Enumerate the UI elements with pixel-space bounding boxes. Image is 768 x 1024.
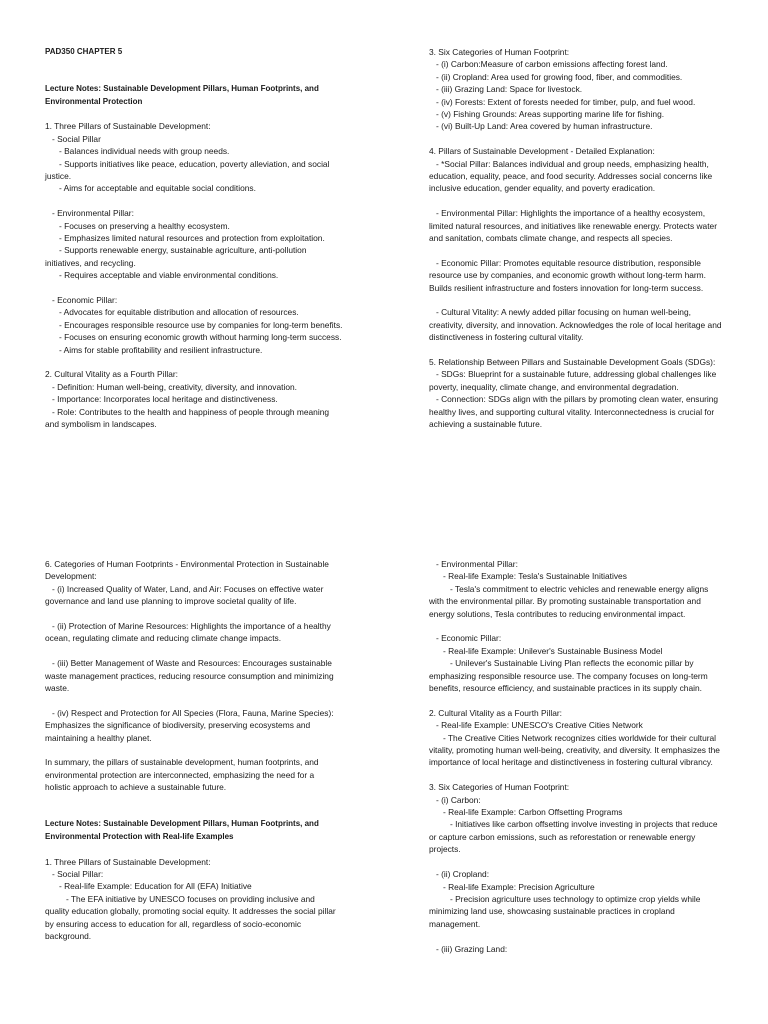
text-line: - Tesla's commitment to electric vehicles and renewable energy aligns with the environmental pillar. By promoting sustainable transportation and energy solutions, Tesla contributes to reducing environmental impact. [429,583,711,619]
lecture-title: Lecture Notes: Sustainable Development Pillars, Human Footprints, and Environmental Protection with Real-life Examples [45,819,322,841]
text-line: - Importance: Incorporates local heritage and distinctiveness. [45,394,278,405]
text-line: - Precision agriculture uses technology to optimize crop yields while minimizing land use, showcasing sustainable practices in cropland management. [429,893,703,929]
blank-line [45,744,341,756]
body-text [45,558,341,818]
text-line: - The Creative Cities Network recognizes cities worldwide for their cultural vitality, promoting human well-being, creativity, and diversity. It emphasizes the importance of local heritage and distinctiveness in fostering cultural vibrancy. [429,732,723,768]
text-line: 3. Six Categories of Human Footprint: [429,47,570,57]
spacer [45,843,341,855]
blank-line [429,620,725,632]
blank-line [429,694,725,706]
text-line: - Real-life Example: Unilever's Sustainable Business Model [429,645,663,656]
spacer [45,71,345,83]
blank-line [429,294,725,306]
text-line: - Aims for stable profitability and resilient infrastructure. [45,344,263,355]
text-line: - Environmental Pillar: [429,559,518,569]
blank-line [45,694,341,706]
blank-line [45,608,341,620]
text-line: - Focuses on preserving a healthy ecosystem. [45,220,230,231]
text-line: 1. Three Pillars of Sustainable Development: [45,121,211,132]
text-line: - Unilever's Sustainable Living Plan reflects the economic pillar by emphasizing responsible resource use. The company focuses on long-term benefits, resource efficiency, and sustainable practices in its supply chain. [429,658,711,694]
text-line: - (ii) Cropland: Area used for growing food, fiber, and commodities. [429,71,683,82]
spacer [45,108,345,120]
text-line: - Role: Contributes to the health and happiness of people through meaning and symbolism in landscapes. [45,406,332,430]
text-line: - Aims for acceptable and equitable social conditions. [45,183,256,194]
text-line: - Real-life Example: Precision Agriculture [429,881,595,892]
blank-line [45,356,345,368]
text-line: - (iii) Grazing Land: [429,943,508,954]
text-line: - (ii) Cropland: [429,869,490,880]
blank-line [429,769,725,781]
text-line: - Economic Pillar: Promotes equitable resource distribution, responsible resource use by companies, and economic growth without long-term harm. Builds resilient infrastructure and fosters innovation for long-term success. [429,257,709,293]
text-line: - Economic Pillar: [45,295,118,306]
blank-line [429,344,725,356]
text-line: - Cultural Vitality: A newly added pillar focusing on human well-being, creativity, diversity, and innovation. Acknowledges the role of local heritage and distinctiveness in fostering cultural vitality. [429,307,724,343]
blank-line [45,794,341,806]
text-line: - Environmental Pillar: Highlights the importance of a healthy ecosystem, limited natural resources, and initiatives like renewable energy. Protects water and sanitation, combats climate change, and respects all species. [429,208,720,244]
blank-line [429,195,725,207]
text-line: - (iii) Grazing Land: Space for livestock. [429,84,583,95]
blank-line [429,856,725,868]
text-line: - Supports initiatives like peace, education, poverty alleviation, and social justice. [45,158,332,182]
text-line: 6. Categories of Human Footprints - Environmental Protection in Sustainable Development: [45,559,332,582]
document-header: PAD350 CHAPTER 5 [45,47,123,56]
blank-line [429,133,725,145]
text-line: - Environmental Pillar: [45,208,134,219]
text-line: - Supports renewable energy, sustainable agriculture, anti-pollution initiatives, and recycling. [45,245,309,268]
page-4 [429,558,725,955]
text-line: - Real-life Example: Education for All (EFA) Initiative [45,881,252,892]
text-line: 3. Six Categories of Human Footprint: [429,782,570,793]
text-line: - Advocates for equitable distribution and allocation of resources. [45,307,299,318]
text-line: - Focuses on ensuring economic growth without harming long-term success. [45,332,342,343]
text-line: 1. Three Pillars of Sustainable Development: [45,856,211,867]
text-line: - (iv) Respect and Protection for All Species (Flora, Fauna, Marine Species): Emphasizes the significance of biodiversity, preserving ecosystems and maintaining a healthy planet. [45,707,336,743]
text-line: - Real-life Example: UNESCO's Creative Cities Network [429,720,643,731]
body-text [45,120,345,430]
text-line: - Encourages responsible resource use by companies for long-term benefits. [45,319,343,330]
text-line: 5. Relationship Between Pillars and Sustainable Development Goals (SDGs): [429,357,716,368]
text-line: - Requires acceptable and viable environmental conditions. [45,270,279,281]
text-line: - (iv) Forests: Extent of forests needed for timber, pulp, and fuel wood. [429,96,696,107]
text-line: - Social Pillar: [45,869,104,880]
blank-line [45,195,345,207]
text-line: - Balances individual needs with group needs. [45,146,230,157]
text-line: - (i) Increased Quality of Water, Land, and Air: Focuses on effective water governance and land use planning to improve societal quality of life. [45,583,326,607]
text-line: - (iii) Better Management of Waste and Resources: Encourages sustainable waste management practices, reducing resource consumption and minimizing waste. [45,658,336,694]
text-line: - *Social Pillar: Balances individual and group needs, emphasizing health, education, equality, peace, and food security. Addresses social concerns like inclusive education, gender equality, and poverty eradication. [429,158,715,194]
text-line: - (vi) Built-Up Land: Area covered by human infrastructure. [429,121,653,132]
spacer [45,58,345,70]
text-line: 2. Cultural Vitality as a Fourth Pillar: [45,369,178,380]
blank-line [429,244,725,256]
body-text [45,856,341,943]
blank-line [429,930,725,942]
body-text [429,558,725,955]
text-line: 4. Pillars of Sustainable Development - Detailed Explanation: [429,146,655,157]
blank-line [45,645,341,657]
text-line: In summary, the pillars of sustainable development, human footprints, and environmental protection are interconnected, emphasizing the need for a holistic approach to achieve a sustainable future. [45,757,321,793]
text-line: - (i) Carbon:Measure of carbon emissions affecting forest land. [429,59,668,70]
page-1 [45,46,345,431]
text-line: - (v) Fishing Grounds: Areas supporting marine life for fishing. [429,109,665,120]
text-line: - Connection: SDGs align with the pillars by promoting clean water, ensuring healthy lives, and supporting cultural vitality. Interconnectedness is crucial for achieving a sustainable future. [429,394,721,430]
blank-line [45,806,341,818]
text-line: - The EFA initiative by UNESCO focuses on providing inclusive and quality education globally, promoting social equity. It addresses the social pillar by ensuring access to education for all, regardless of socio-economic background. [45,893,338,942]
lecture-title: Lecture Notes: Sustainable Development Pillars, Human Footprints, and Environmental Protection [45,84,322,106]
body-text [429,46,725,431]
text-line: - Emphasizes limited natural resources and protection from exploitation. [45,233,325,244]
text-line: - (i) Carbon: [429,794,481,805]
text-line: - Initiatives like carbon offsetting involve investing in projects that reduce or capture carbon emissions, such as reforestation or renewable energy projects. [429,819,720,855]
page-2 [429,46,725,431]
text-line: - SDGs: Blueprint for a sustainable future, addressing global challenges like poverty, inequality, climate change, and environmental degradation. [429,369,719,392]
blank-line [45,282,345,294]
text-line: - Definition: Human well-being, creativity, diversity, and innovation. [45,381,297,392]
text-line: - Real-life Example: Carbon Offsetting Programs [429,807,623,818]
text-line: - Social Pillar [45,133,101,144]
text-line: - Real-life Example: Tesla's Sustainable Initiatives [429,571,627,582]
text-line: - Economic Pillar: [429,633,502,644]
page-3 [45,558,341,942]
text-line: 2. Cultural Vitality as a Fourth Pillar: [429,707,562,718]
text-line: - (ii) Protection of Marine Resources: Highlights the importance of a healthy ocean, regulating climate and reducing climate change impacts. [45,621,334,644]
